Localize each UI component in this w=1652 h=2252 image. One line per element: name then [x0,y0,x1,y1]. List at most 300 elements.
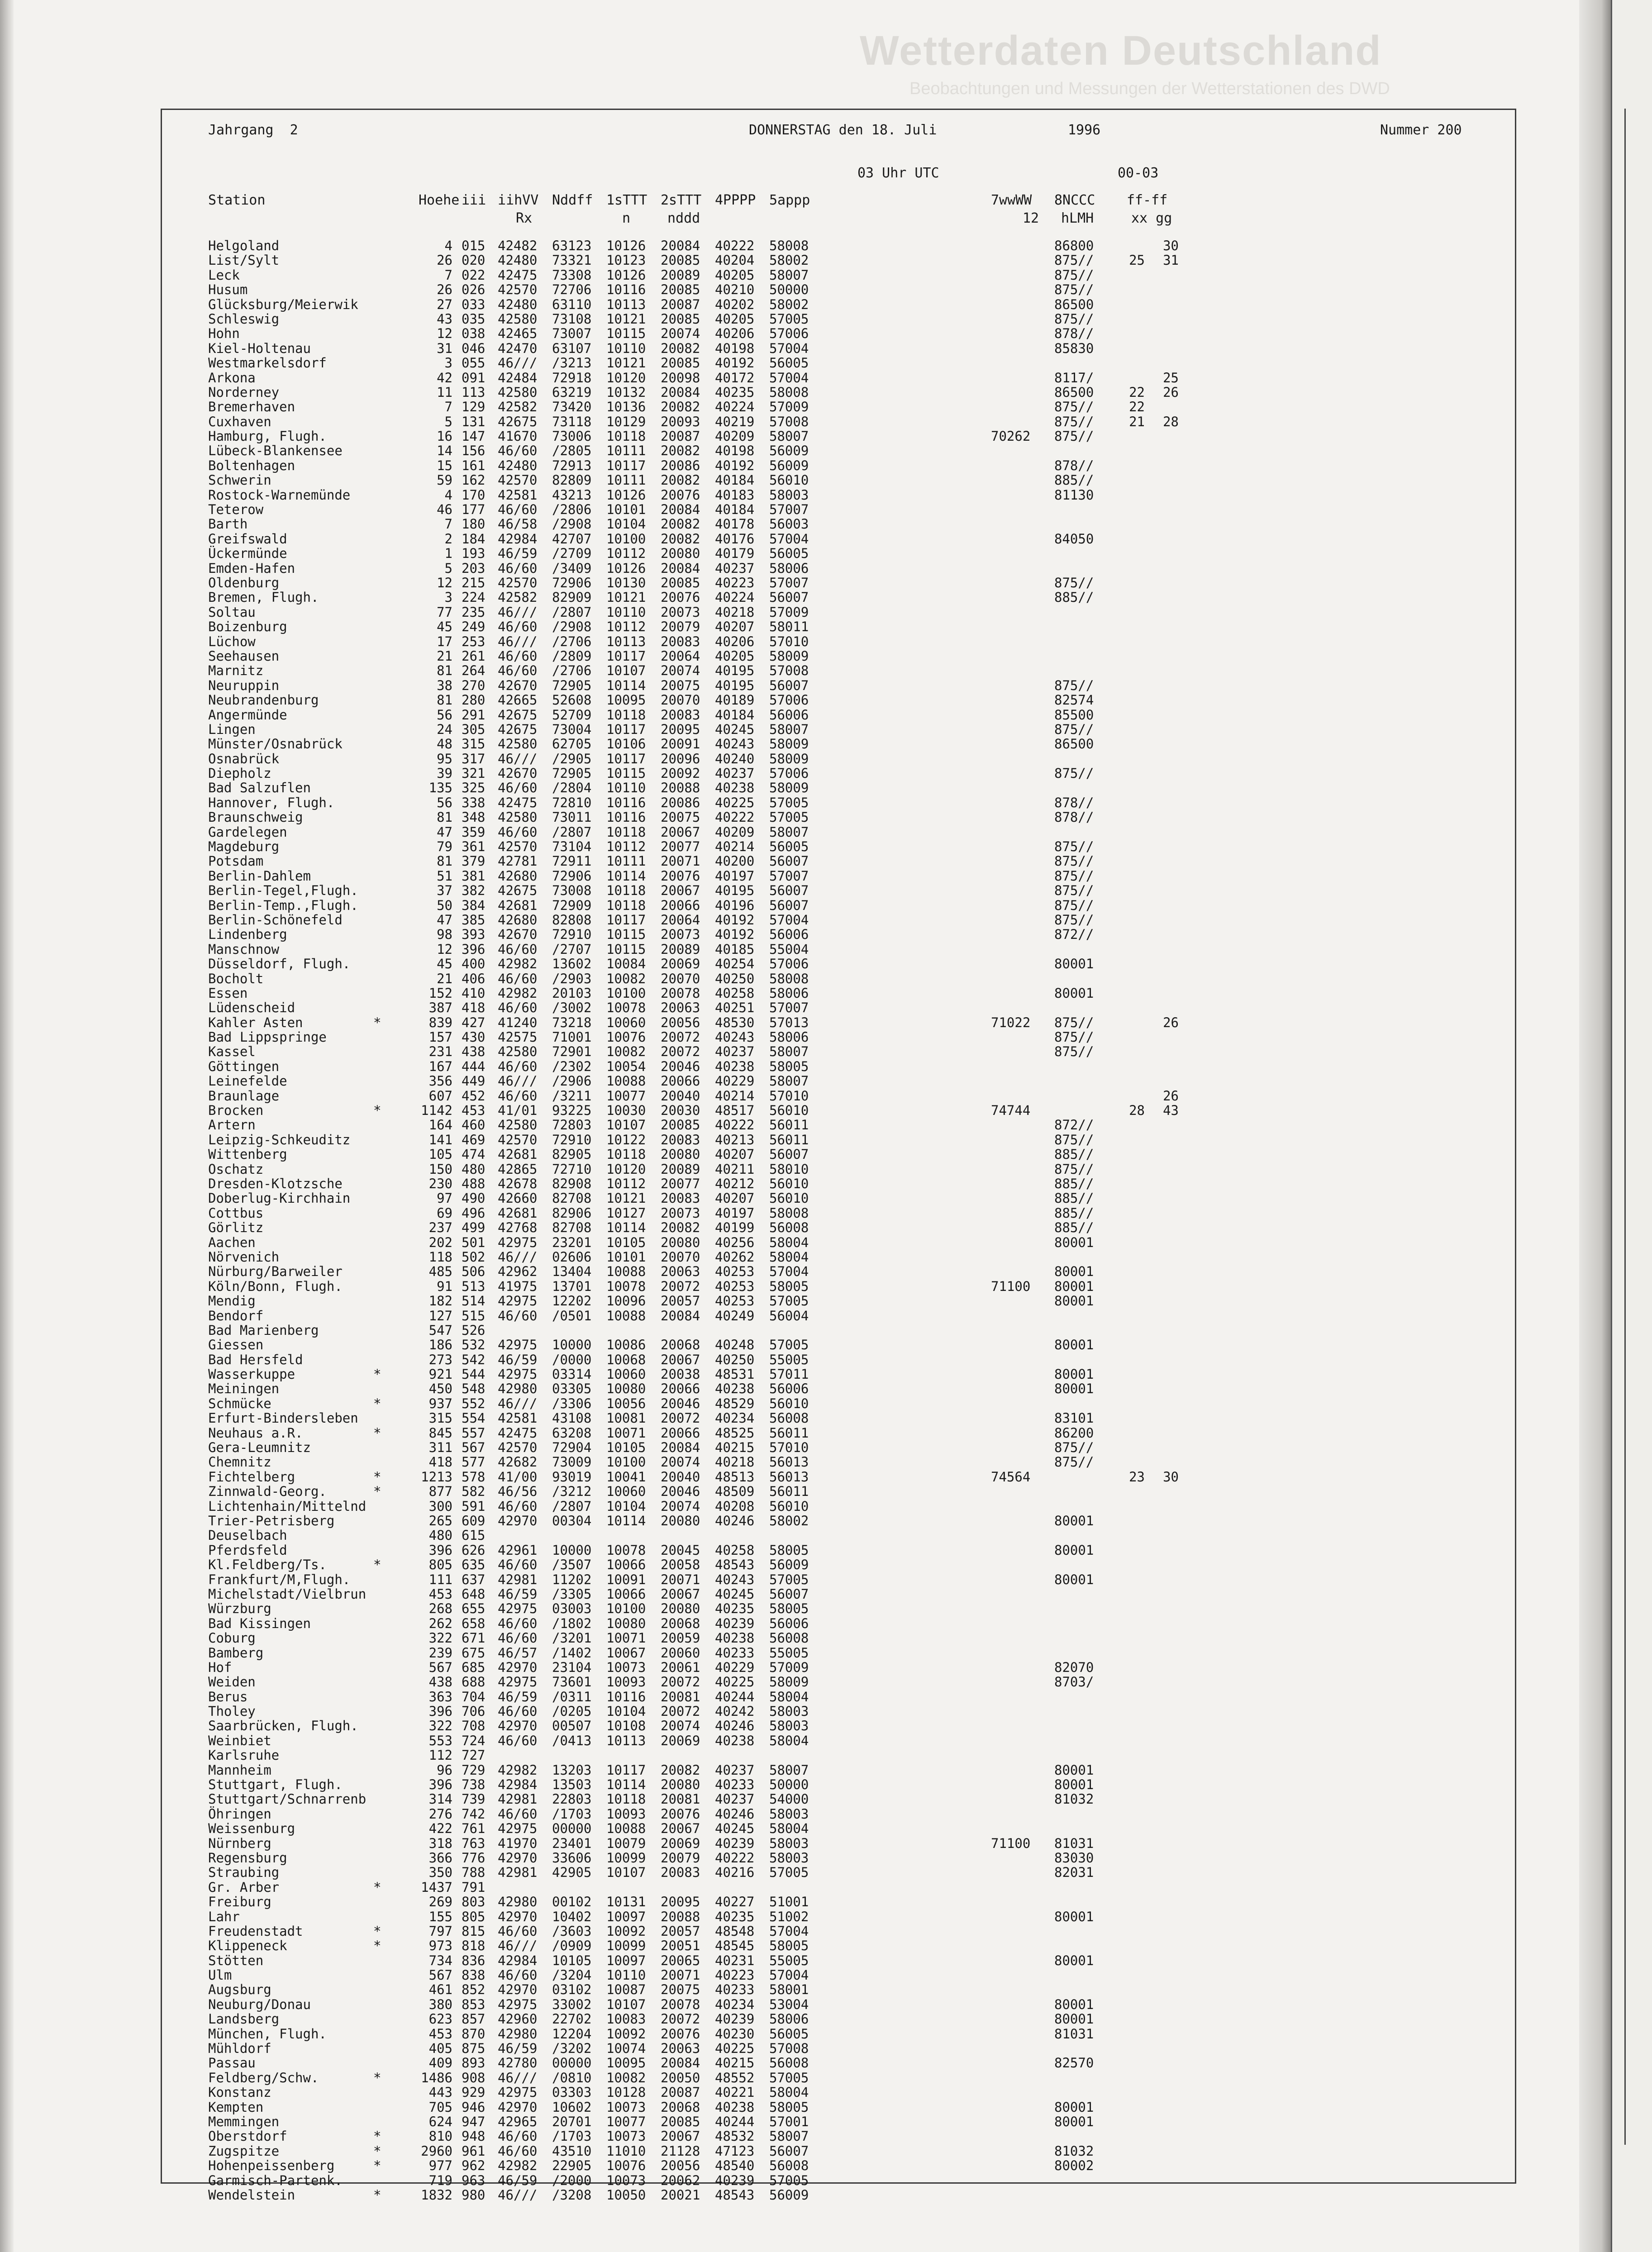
nddff-value: /2706 [552,663,592,679]
gust-xx: 23 [1129,1469,1145,1485]
tendency-group: 58007 [769,721,809,737]
station-name: Kiel-Holtenau [208,340,311,356]
temp-group: 10114 [606,868,646,884]
hoehe-value: 453 [428,1586,452,1602]
station-id: 875 [462,2041,486,2057]
temp-group: 10076 [606,1029,646,1045]
temp-group: 10114 [606,1220,646,1236]
tendency-group: 58001 [769,1982,809,1998]
cloud-group: 885// [1054,1220,1094,1236]
nddff-value: /2906 [552,1073,592,1089]
temp-group: 10078 [606,1278,646,1294]
iihvv-value: 42680 [498,868,538,884]
cloud-group: 8703/ [1054,1674,1094,1690]
table-row [208,1044,1249,1059]
station-name: Doberlug-Kirchhain [208,1190,351,1206]
nddff-value: 63208 [552,1425,592,1441]
pressure-group: 40206 [715,633,755,649]
station-name: Lingen [208,721,256,737]
cloud-group: 82070 [1054,1659,1094,1675]
station-name: Feldberg/Schw. [208,2070,319,2085]
temp-group: 10083 [606,2011,646,2027]
table-row [208,1895,1249,1909]
temp-group: 10120 [606,1161,646,1177]
cloud-group: 875// [1054,1132,1094,1147]
pressure-group: 40224 [715,590,755,605]
table-row [208,1499,1249,1514]
hoehe-value: 7 [444,399,452,415]
table-row [208,1176,1249,1191]
station-id: 022 [462,267,486,283]
table-row [208,1381,1249,1396]
iihvv-value: 46/60 [498,1923,538,1939]
cloud-group: 80001 [1054,1513,1094,1528]
temp-group: 10121 [606,355,646,371]
station-name: Glücksburg/Meierwik [208,296,358,312]
weather-group: 71100 [991,1278,1031,1294]
dewpoint-group: 20085 [661,575,700,590]
pressure-group: 40202 [715,296,755,312]
station-name: Coburg [208,1630,256,1646]
pressure-group: 40200 [715,853,755,869]
dewpoint-group: 20080 [661,546,700,562]
station-id: 280 [462,692,486,708]
nddff-value: /0909 [552,1938,592,1954]
station-id: 791 [462,1879,486,1895]
iihvv-value: 42484 [498,370,538,386]
iihvv-value: 42475 [498,795,538,810]
hoehe-value: 15 [437,457,452,473]
tendency-group: 57008 [769,2041,809,2057]
iihvv-value: 42768 [498,1220,538,1236]
temp-group: 10107 [606,1996,646,2012]
hoehe-value: 51 [437,868,452,884]
dewpoint-group: 21128 [661,2143,700,2159]
hoehe-value: 314 [428,1791,452,1807]
station-id: 224 [462,590,486,605]
iihvv-value: 46/// [498,1395,538,1411]
station-name: Erfurt-Bindersleben [208,1410,358,1426]
station-id: 727 [462,1747,486,1763]
volume-label: Jahrgang 2 [208,122,298,138]
table-row [208,590,1249,605]
table-row [208,1030,1249,1044]
pressure-group: 40222 [715,809,755,825]
dewpoint-group: 20079 [661,1850,700,1866]
iihvv-value: 46/60 [498,1557,538,1573]
station-id: 803 [462,1894,486,1910]
iihvv-value: 42480 [498,296,538,312]
pressure-group: 40245 [715,721,755,737]
station-id: 591 [462,1498,486,1514]
temp-group: 10096 [606,1293,646,1309]
cloud-group: 80001 [1054,1234,1094,1250]
dewpoint-group: 20063 [661,1264,700,1280]
station-id: 870 [462,2026,486,2042]
cloud-group: 80001 [1054,985,1094,1001]
hoehe-value: 797 [428,1923,452,1939]
hoehe-value: 418 [428,1454,452,1470]
dewpoint-group: 20083 [661,1190,700,1206]
table-row [208,1557,1249,1572]
dewpoint-group: 20082 [661,443,700,459]
nddff-value: /2807 [552,1498,592,1514]
station-name: Greifswald [208,531,287,547]
iihvv-value: 42581 [498,487,538,503]
hoehe-value: 322 [428,1630,452,1646]
pressure-group: 40209 [715,824,755,840]
nddff-value: 02606 [552,1249,592,1265]
cloud-group: 875// [1054,912,1094,928]
nddff-value: 73011 [552,809,592,825]
table-row [208,356,1249,370]
station-id: 763 [462,1835,486,1851]
dewpoint-group: 20076 [661,590,700,605]
issue-date: DONNERSTAG den 18. Juli [749,122,937,138]
pressure-group: 40229 [715,1073,755,1089]
station-name: Osnabrück [208,751,280,767]
nddff-value: 72905 [552,677,592,693]
hoehe-value: 3 [444,355,452,371]
station-id: 544 [462,1366,486,1382]
temp-group: 10117 [606,751,646,767]
pressure-group: 40233 [715,1777,755,1793]
dewpoint-group: 20069 [661,1733,700,1748]
temp-group: 10126 [606,487,646,503]
iihvv-value: 42975 [498,1366,538,1382]
nddff-value: /1703 [552,2128,592,2144]
dewpoint-group: 20087 [661,2085,700,2100]
table-row [208,1367,1249,1381]
dewpoint-group: 20080 [661,1777,700,1793]
table-row [208,1089,1249,1103]
pressure-group: 40233 [715,1982,755,1998]
station-id: 704 [462,1689,486,1704]
nddff-value: 93019 [552,1469,592,1485]
hoehe-value: 461 [428,1982,452,1998]
temp-group: 10088 [606,1308,646,1324]
dewpoint-group: 20063 [661,2041,700,2057]
nddff-value: 03314 [552,1366,592,1382]
iihvv-value: 42480 [498,252,538,268]
iihvv-value: 42580 [498,384,538,400]
station-name: Gr. Arber [208,1879,280,1895]
pressure-group: 40207 [715,1147,755,1162]
dewpoint-group: 20089 [661,267,700,283]
hoehe-value: 81 [437,809,452,825]
station-id: 567 [462,1440,486,1456]
cloud-group: 878// [1054,326,1094,342]
nddff-value: 82909 [552,590,592,605]
station-id: 635 [462,1557,486,1573]
pressure-group: 40223 [715,1967,755,1983]
hoehe-value: 276 [428,1806,452,1822]
hoehe-value: 268 [428,1601,452,1617]
pressure-group: 40216 [715,1865,755,1881]
pressure-group: 48531 [715,1366,755,1382]
temp-group: 10121 [606,590,646,605]
station-id: 396 [462,941,486,957]
hoehe-value: 50 [437,897,452,913]
mountain-marker: * [373,2070,381,2085]
iihvv-value: 42975 [498,1293,538,1309]
hoehe-value: 157 [428,1029,452,1045]
pressure-group: 40192 [715,912,755,928]
nddff-value: /0501 [552,1308,592,1324]
tendency-group: 57004 [769,1967,809,1983]
station-name: Barth [208,516,248,532]
hoehe-value: 719 [428,2172,452,2188]
temp-group: 10118 [606,707,646,723]
hoehe-value: 237 [428,1220,452,1236]
station-name: Neuruppin [208,677,280,693]
nddff-value: /3211 [552,1088,592,1104]
nddff-value: 43510 [552,2143,592,2159]
pressure-group: 40242 [715,1704,755,1719]
nddff-value: 73218 [552,1014,592,1030]
table-row [208,1968,1249,1982]
nddff-value: 33606 [552,1850,592,1866]
iihvv-value: 46/58 [498,516,538,532]
hoehe-value: 380 [428,1996,452,2012]
station-name: Kahler Asten [208,1014,303,1030]
dewpoint-group: 20084 [661,384,700,400]
station-name: Münster/Osnabrück [208,736,343,752]
iihvv-value: 46/60 [498,1498,538,1514]
mountain-marker: * [373,1103,381,1119]
cloud-group: 80001 [1054,1762,1094,1778]
dewpoint-group: 20060 [661,1645,700,1661]
dewpoint-group: 20046 [661,1484,700,1500]
station-id: 852 [462,1982,486,1998]
tendency-group: 57010 [769,1088,809,1104]
temp-group: 10079 [606,1835,646,1851]
cloud-group: 875// [1054,311,1094,327]
dewpoint-group: 20085 [661,311,700,327]
hoehe-value: 4 [444,238,452,253]
iihvv-value: 42970 [498,1513,538,1528]
hoehe-value: 231 [428,1044,452,1060]
dewpoint-group: 20072 [661,1674,700,1690]
temp-group: 10112 [606,1176,646,1191]
station-id: 658 [462,1615,486,1631]
mountain-marker: * [373,1425,381,1441]
pressure-group: 40185 [715,941,755,957]
hoehe-value: 480 [428,1528,452,1543]
pressure-group: 40208 [715,1498,755,1514]
nddff-value: 22803 [552,1791,592,1807]
mountain-marker: * [373,1014,381,1030]
mountain-marker: * [373,2158,381,2174]
iihvv-value: 42865 [498,1161,538,1177]
pressure-group: 40258 [715,1542,755,1558]
hoehe-value: 300 [428,1498,452,1514]
cloud-group: 86500 [1054,736,1094,752]
col-sub-n: n [622,210,631,226]
hoehe-value: 239 [428,1645,452,1661]
dewpoint-group: 20092 [661,766,700,781]
temp-group: 10115 [606,927,646,943]
nddff-value: /2302 [552,1058,592,1074]
station-id: 291 [462,707,486,723]
iihvv-value: 42660 [498,1190,538,1206]
iihvv-value: 46/60 [498,1308,538,1324]
pressure-group: 40227 [715,1894,755,1910]
table-row [208,1220,1249,1235]
tendency-group: 57009 [769,604,809,620]
temp-group: 10114 [606,1513,646,1528]
table-row [208,1938,1249,1953]
station-name: Soltau [208,604,256,620]
table-row [208,1763,1249,1777]
dewpoint-group: 20076 [661,487,700,503]
tendency-group: 58004 [769,1689,809,1704]
pressure-group: 40195 [715,663,755,679]
temp-group: 10099 [606,1938,646,1954]
dewpoint-group: 20080 [661,1147,700,1162]
station-id: 962 [462,2158,486,2174]
station-name: Hamburg, Flugh. [208,428,327,444]
iihvv-value: 46/59 [498,2172,538,2188]
nddff-value: 72911 [552,853,592,869]
hoehe-value: 12 [437,326,452,342]
col-nddff: Nddff [552,192,593,208]
tendency-group: 56008 [769,2055,809,2071]
iihvv-value: 41975 [498,1278,538,1294]
iihvv-value: 42970 [498,1982,538,1998]
station-id: 460 [462,1117,486,1133]
temp-group: 10060 [606,1484,646,1500]
show-through-title: Wetterdaten Deutschland [860,28,1382,74]
pressure-group: 40192 [715,927,755,943]
temp-group: 10078 [606,1542,646,1558]
station-id: 480 [462,1161,486,1177]
table-row [208,1953,1249,1968]
nddff-value: /1703 [552,1806,592,1822]
station-name: Gardelegen [208,824,287,840]
station-name: Öhringen [208,1806,271,1822]
station-id: 325 [462,780,486,796]
temp-group: 10105 [606,1234,646,1250]
temp-group: 10117 [606,721,646,737]
col-4pppp: 4PPPP [715,192,756,208]
station-name: Göttingen [208,1058,280,1074]
station-name: Saarbrücken, Flugh. [208,1718,358,1734]
col-sub-hlmh: hLMH [1061,210,1094,226]
page-binding-shadow [1579,0,1611,2252]
table-row [208,443,1249,458]
pressure-group: 48543 [715,1557,755,1573]
nddff-value: 03303 [552,2085,592,2100]
iihvv-value: 46/59 [498,1352,538,1367]
nddff-value: 22905 [552,2158,592,2174]
cloud-group: 875// [1054,721,1094,737]
table-row [208,737,1249,751]
dewpoint-group: 20067 [661,1352,700,1367]
table-row [208,1411,1249,1425]
iihvv-value: 42975 [498,1821,538,1837]
pressure-group: 48529 [715,1395,755,1411]
iihvv-value: 42480 [498,457,538,473]
station-id: 506 [462,1264,486,1280]
station-name: Nürburg/Barweiler [208,1264,343,1280]
temp-group: 10118 [606,883,646,899]
tendency-group: 56006 [769,1381,809,1397]
nddff-value: 63107 [552,340,592,356]
station-name: Norderney [208,384,280,400]
station-name: Cuxhaven [208,414,271,429]
tendency-group: 57010 [769,633,809,649]
tendency-group: 56005 [769,355,809,371]
hoehe-value: 11 [437,384,452,400]
nddff-value: 73321 [552,252,592,268]
gust-xx: 22 [1129,384,1145,400]
hoehe-value: 112 [428,1747,452,1763]
iihvv-value: 42981 [498,1865,538,1881]
cloud-group: 875// [1054,1044,1094,1060]
dewpoint-group: 20080 [661,1513,700,1528]
temp-group: 10100 [606,1601,646,1617]
pressure-group: 40209 [715,428,755,444]
pressure-group: 40212 [715,1176,755,1191]
gust-gg: 30 [1163,1469,1179,1485]
nddff-value: 42905 [552,1865,592,1881]
station-id: 091 [462,370,486,386]
station-name: Bocholt [208,971,264,986]
temp-group: 10068 [606,1352,646,1367]
pressure-group: 40250 [715,971,755,986]
tendency-group: 56007 [769,853,809,869]
col-1sttt: 1sTTT [606,192,647,208]
iihvv-value: 42570 [498,1440,538,1456]
station-name: Hannover, Flugh. [208,795,335,810]
temp-group: 10131 [606,1894,646,1910]
dewpoint-group: 20084 [661,2055,700,2071]
facing-page-edge [1611,0,1652,2252]
table-row [208,1118,1249,1132]
cloud-group: 80001 [1054,1381,1094,1397]
station-id: 496 [462,1205,486,1221]
hoehe-value: 42 [437,370,452,386]
table-row [208,576,1249,590]
tendency-group: 58009 [769,751,809,767]
station-id: 161 [462,457,486,473]
tendency-group: 50000 [769,282,809,298]
iihvv-value: 41670 [498,428,538,444]
cloud-group: 885// [1054,1147,1094,1162]
iihvv-value: 42582 [498,590,538,605]
nddff-value: 00102 [552,1894,592,1910]
pressure-group: 40239 [715,1835,755,1851]
hoehe-value: 265 [428,1513,452,1528]
iihvv-value: 42961 [498,1542,538,1558]
hoehe-value: 47 [437,824,452,840]
dewpoint-group: 20095 [661,721,700,737]
dewpoint-group: 20078 [661,1996,700,2012]
table-row [208,1748,1249,1762]
iihvv-value: 46/60 [498,941,538,957]
hoehe-value: 363 [428,1689,452,1704]
station-id: 776 [462,1850,486,1866]
temp-group: 10077 [606,1088,646,1104]
nddff-value: 03305 [552,1381,592,1397]
col-8nccc: 8NCCC [1054,192,1095,208]
cloud-group: 86200 [1054,1425,1094,1441]
station-id: 929 [462,2085,486,2100]
iihvv-value: 46/60 [498,1630,538,1646]
cloud-group: 875// [1054,575,1094,590]
station-name: Stuttgart, Flugh. [208,1777,343,1793]
